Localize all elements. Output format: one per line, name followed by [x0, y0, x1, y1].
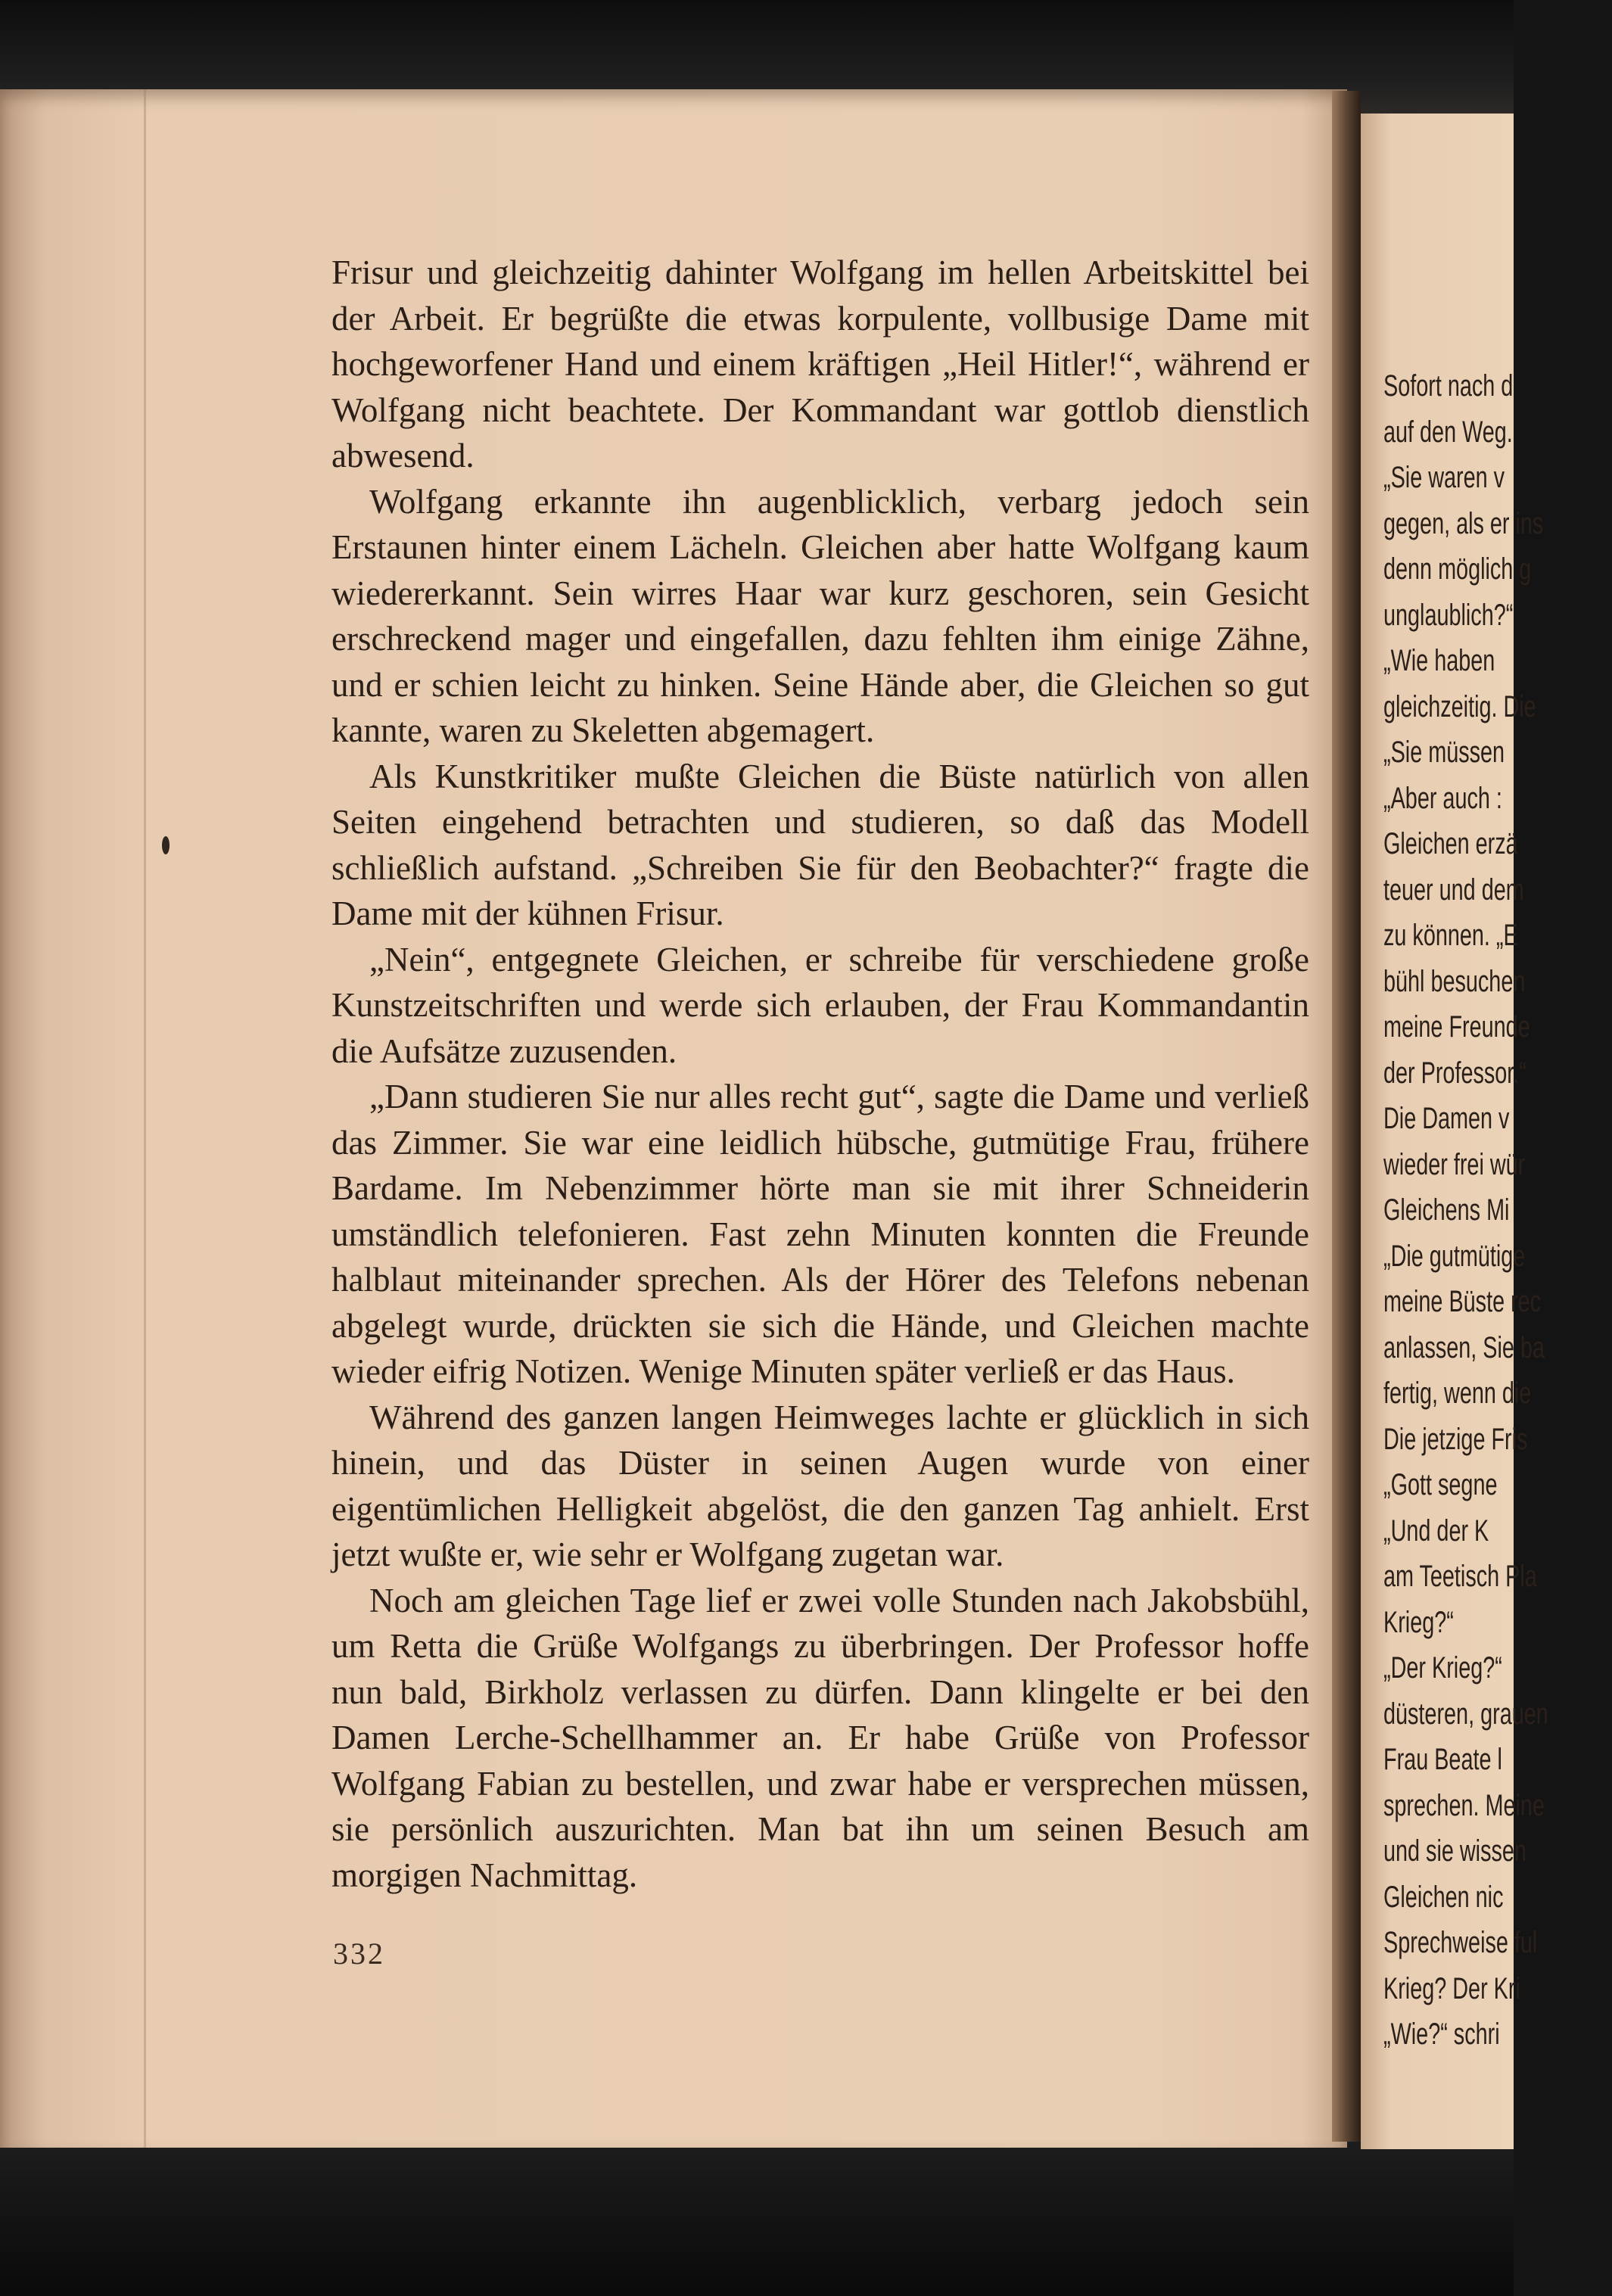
right-line: Gleichen nic — [1383, 1880, 1504, 1914]
paragraph: Während des ganzen langen Heimweges lachte er glücklich in sich hinein, und das Düster in seinen Augen wurde von einer eigentümlichen Helligkeit abgelöst, die den ganzen Tag anhielt. Erst jetzt wußte er, wie sehr er Wolfgang zugetan war. — [331, 1398, 1309, 1573]
right-page — [1361, 114, 1548, 2149]
right-line: Krieg?“ — [1383, 1605, 1454, 1639]
right-line: meine Büste rec — [1383, 1285, 1542, 1318]
right-line: Gleichen erzä — [1383, 827, 1518, 860]
right-line: Krieg? Der Kri — [1383, 1971, 1520, 2005]
paragraph: Frisur und gleichzeitig dahinter Wolfgang im hellen Arbeitskittel bei der Arbeit. Er begrüßte die etwas korpulente, vollbusige Dame mit hochgeworfener Hand und einem kräftigen „Heil Hitler!“, während er Wolfgang nicht beachtete. Der Kommandant war gottlob dienstlich abwesend. — [331, 254, 1309, 474]
right-line: Die Damen v — [1383, 1102, 1510, 1135]
right-line: gleichzeitig. Die — [1383, 689, 1536, 723]
right-line: der Professor.“ — [1383, 1056, 1526, 1090]
right-line: „Wie haben — [1383, 644, 1495, 677]
right-line: bühl besuchen — [1383, 964, 1526, 998]
right-line: Frau Beate l — [1383, 1743, 1502, 1776]
background-bottom — [0, 2142, 1514, 2296]
paragraph: Wolfgang erkannte ihn augenblicklich, verbarg jedoch sein Erstaunen hinter einem Lächeln. Gleichen aber hatte Wolfgang kaum wiedererkannt. Sein wirres Haar war kurz geschoren, sein Gesicht erschreckend mager und eingefallen, dazu fehlten ihm einige Zähne, und er schien leicht zu hinken. Seine Hände aber, die Gleichen so gut kannte, waren zu Skeletten abgemagert. — [331, 482, 1309, 749]
right-line: düsteren, grauen — [1383, 1697, 1548, 1731]
right-line: „Und der K — [1383, 1514, 1489, 1548]
ink-mark — [162, 836, 170, 854]
right-line: „Gott segne — [1383, 1468, 1498, 1501]
right-line: zu können. „E — [1383, 919, 1518, 952]
right-line: am Teetisch Pla — [1383, 1560, 1537, 1593]
paragraph: Noch am gleichen Tage lief er zwei volle Stunden nach Jakobsbühl, um Retta die Grüße Wolfgangs zu überbringen. Der Professor hoffe nun bald, Birkholz verlassen zu dürfen. Dann klingelte er bei den Damen Lerche-Schellhammer an. Er habe Grüße von Professor Wolfgang Fabian zu bestellen, und zwar habe er versprechen müssen, sie persönlich auszurichten. Man bat ihn um seinen Besuch am morgigen Nachmittag. — [331, 1581, 1309, 1894]
right-line: „Aber auch : — [1383, 781, 1502, 815]
paragraph: „Dann studieren Sie nur alles recht gut“, sagte die Dame und verließ das Zimmer. Sie war eine leidlich hübsche, gutmütige Frau, frühere Bardame. Im Nebenzimmer hörte man sie mit ihrer Schneiderin umständlich telefonieren. Fast zehn Minuten konnten die Freunde halblaut miteinander sprechen. Als der Hörer des Telefons nebenan abgelegt wurde, drückten sie sich die Hände, und Gleichen machte wieder eifrig Notizen. Wenige Minuten später verließ er das Haus. — [331, 1078, 1309, 1390]
book-gutter — [1332, 91, 1361, 2142]
right-line: unglaublich?“ — [1383, 598, 1514, 632]
right-line: anlassen, Sie ba — [1383, 1330, 1545, 1364]
right-line: „Der Krieg?“ — [1383, 1651, 1502, 1685]
right-line: Sofort nach d — [1383, 369, 1514, 403]
right-line: Gleichens Mi — [1383, 1193, 1510, 1227]
right-line: sprechen. Meine — [1383, 1788, 1545, 1822]
right-line: wieder frei wür — [1383, 1147, 1526, 1181]
right-line: und sie wissen — [1383, 1834, 1526, 1868]
right-line: denn möglich g — [1383, 552, 1532, 586]
left-page-body — [331, 250, 1309, 1898]
right-line: Die jetzige Fris — [1383, 1422, 1528, 1456]
paragraph: Als Kunstkritiker mußte Gleichen die Büste natürlich von allen Seiten eingehend betrachten und studieren, so daß das Modell schließlich aufstand. „Schreiben Sie für den Beobachter?“ fragte die Dame mit der kühnen Frisur. — [331, 757, 1309, 932]
paragraph: „Nein“, entgegnete Gleichen, er schreibe für verschiedene große Kunstzeitschriften und werde sich erlauben, der Frau Kommandantin die Aufsätze zuzusenden. — [331, 940, 1309, 1070]
right-line: gegen, als er ins — [1383, 506, 1544, 540]
right-line: meine Freunde — [1383, 1010, 1530, 1044]
right-line: auf den Weg. — [1383, 415, 1513, 449]
right-line: „Sie waren v — [1383, 461, 1505, 494]
right-line: teuer und dem — [1383, 873, 1524, 907]
right-line: fertig, wenn die — [1383, 1377, 1532, 1410]
right-line: Sprechweise ful — [1383, 1926, 1538, 1959]
right-line: „Sie müssen — [1383, 736, 1505, 769]
right-line: „Die gutmütige — [1383, 1239, 1526, 1273]
right-line: „Wie?“ schri — [1383, 2018, 1500, 2051]
page-number: 332 — [333, 1937, 385, 1971]
right-page-text — [1383, 363, 1612, 2058]
